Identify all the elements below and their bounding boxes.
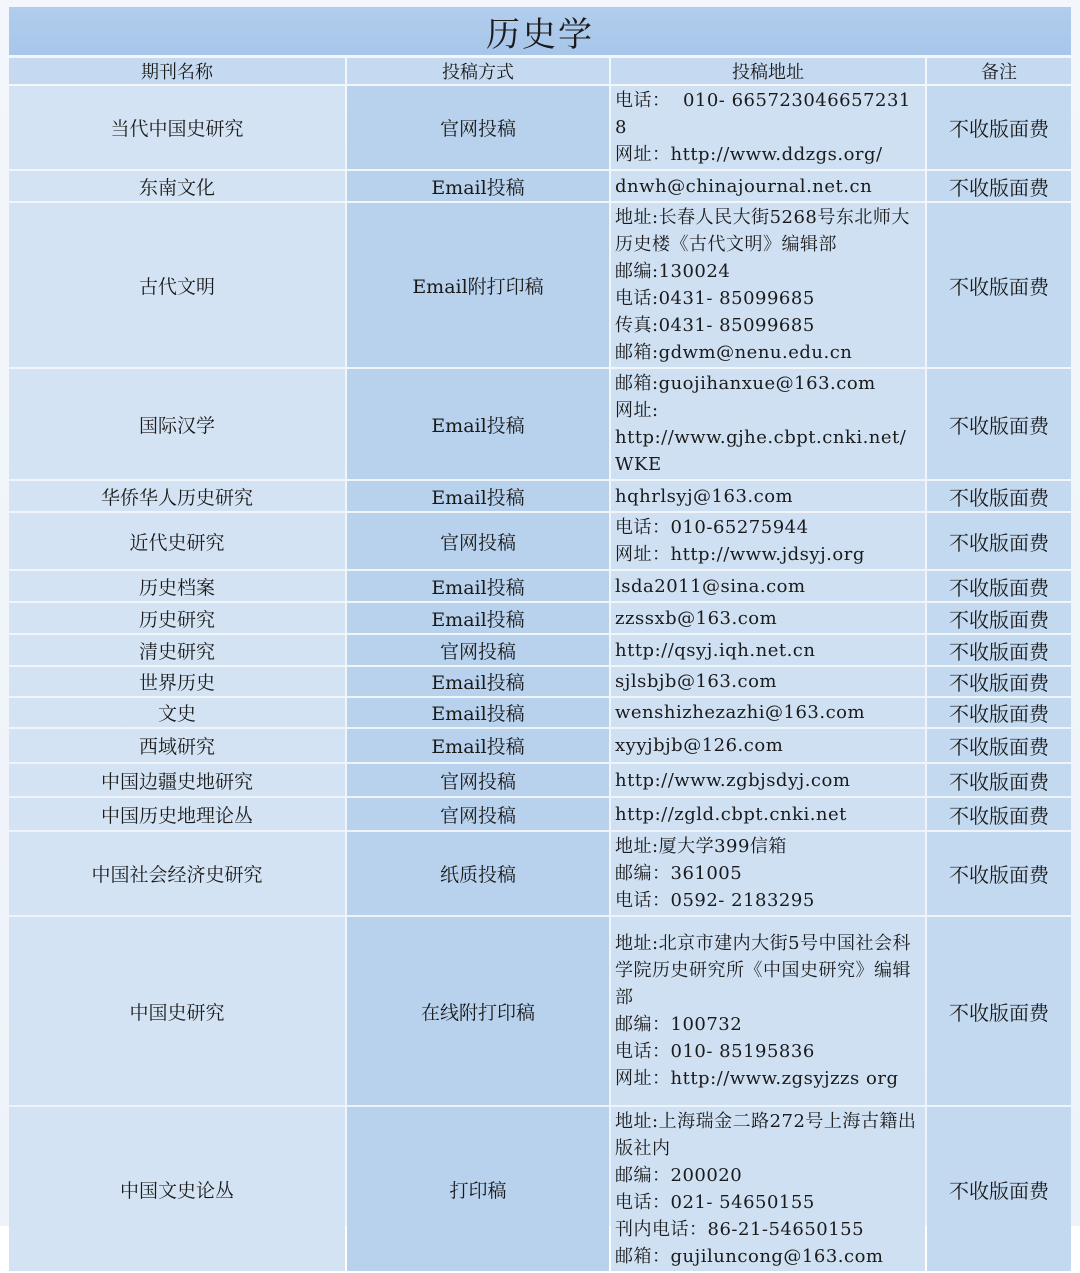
submission-address: [611, 798, 925, 830]
submission-address: [611, 667, 925, 696]
header-address: 投稿地址: [611, 58, 925, 84]
submission-address: [611, 1107, 925, 1271]
address-line: 地址:长春人民大街5268号东北师大历史楼《古代文明》编辑部: [615, 207, 910, 255]
table-row: [9, 369, 1071, 479]
journal-name: 中国史研究: [9, 917, 345, 1105]
submission-method: 官网投稿: [347, 86, 609, 169]
table-row: [9, 832, 1071, 915]
journal-name: 中国社会经济史研究: [9, 832, 345, 915]
submission-address: [611, 369, 925, 479]
address-line: 网址：http://www.jdsyj.org: [615, 544, 865, 565]
address-line: 电话：0592- 2183295: [615, 890, 815, 911]
header-note: 备注: [927, 58, 1071, 84]
submission-method: Email投稿: [347, 369, 609, 479]
journal-name: 国际汉学: [9, 369, 345, 479]
journal-name: 华侨华人历史研究: [9, 481, 345, 511]
submission-method: Email投稿: [347, 667, 609, 696]
address-line: 邮箱：gujiluncong@163.com: [615, 1246, 884, 1267]
header-row: [9, 58, 1071, 84]
address-line: 地址:厦大学399信箱: [615, 836, 787, 857]
submission-method: Email投稿: [347, 698, 609, 727]
table-row: [9, 698, 1071, 727]
table-row: [9, 917, 1071, 1105]
submission-address: [611, 764, 925, 796]
fee-note: 不收版面费: [927, 764, 1071, 796]
table-row: [9, 481, 1071, 511]
submission-method: Email投稿: [347, 481, 609, 511]
address-line: 网址：http://www.ddzgs.org/: [615, 144, 883, 165]
table-row: [9, 729, 1071, 762]
submission-method: Email投稿: [347, 171, 609, 201]
address-line: 邮编：361005: [615, 863, 743, 884]
submission-address: [611, 481, 925, 511]
fee-note: 不收版面费: [927, 86, 1071, 169]
table-row: [9, 171, 1071, 201]
fee-note: 不收版面费: [927, 698, 1071, 727]
address-line: 电话:0431- 85099685: [615, 288, 815, 309]
address-line: 邮编:130024: [615, 261, 731, 282]
address-line: 电话：021- 54650155: [615, 1192, 815, 1213]
submission-address: [611, 171, 925, 201]
table-row: [9, 571, 1071, 601]
address-line: 邮编：100732: [615, 1014, 743, 1035]
fee-note: 不收版面费: [927, 729, 1071, 762]
journal-name: 西域研究: [9, 729, 345, 762]
fee-note: 不收版面费: [927, 635, 1071, 665]
address-line: 刊内电话：86-21-54650155: [615, 1219, 865, 1240]
address-line: 地址:北京市建内大街5号中国社会科学院历史研究所《中国史研究》编辑部: [615, 933, 912, 1008]
address-line: 地址:上海瑞金二路272号上海古籍出版社内: [615, 1111, 917, 1159]
table-body: [9, 86, 1071, 1271]
address-line: 电话：010-65275944: [615, 517, 809, 538]
address-line: hqhrlsyj@163.com: [615, 485, 794, 507]
address-line: http://www.zgbjsdyj.com: [615, 769, 851, 791]
fee-note: 不收版面费: [927, 798, 1071, 830]
submission-address: [611, 203, 925, 367]
submission-method: 纸质投稿: [347, 832, 609, 915]
address-line: 电话：010- 85195836: [615, 1041, 815, 1062]
submission-address: [611, 86, 925, 169]
fee-note: 不收版面费: [927, 603, 1071, 633]
submission-address: [611, 571, 925, 601]
journal-name: 历史研究: [9, 603, 345, 633]
submission-method: Email附打印稿: [347, 203, 609, 367]
address-line: wenshizhezazhi@163.com: [615, 702, 866, 723]
address-line: 网址：http://www.zgsyjzzs org: [615, 1068, 899, 1089]
header-method: 投稿方式: [347, 58, 609, 84]
submission-method: Email投稿: [347, 603, 609, 633]
table-row: [9, 667, 1071, 696]
address-line: xyyjbjb@126.com: [615, 735, 784, 756]
address-line: http://www.gjhe.cbpt.cnki.net/WKE: [615, 427, 907, 475]
address-line: zzssxb@163.com: [615, 607, 778, 629]
submission-method: 打印稿: [347, 1107, 609, 1271]
submission-address: [611, 635, 925, 665]
table-row: [9, 513, 1071, 569]
table-row: [9, 1107, 1071, 1271]
submission-address: [611, 729, 925, 762]
journal-name: 东南文化: [9, 171, 345, 201]
submission-method: 官网投稿: [347, 635, 609, 665]
journal-name: 世界历史: [9, 667, 345, 696]
address-line: dnwh@chinajournal.net.cn: [615, 175, 873, 197]
journal-table: [7, 56, 1073, 1273]
fee-note: 不收版面费: [927, 917, 1071, 1105]
table-row: [9, 603, 1071, 633]
table-row: [9, 764, 1071, 796]
fee-note: 不收版面费: [927, 513, 1071, 569]
address-line: 邮编：200020: [615, 1165, 743, 1186]
submission-method: Email投稿: [347, 729, 609, 762]
address-line: 电话： 010- 6657230466572318: [615, 90, 911, 138]
address-line: 网址:: [615, 400, 659, 421]
address-line: http://zgld.cbpt.cnki.net: [615, 803, 847, 825]
fee-note: 不收版面费: [927, 369, 1071, 479]
fee-note: 不收版面费: [927, 481, 1071, 511]
submission-address: [611, 698, 925, 727]
journal-name: 历史档案: [9, 571, 345, 601]
submission-method: 在线附打印稿: [347, 917, 609, 1105]
table-row: [9, 635, 1071, 665]
journal-name: 中国文史论丛: [9, 1107, 345, 1271]
submission-address: [611, 513, 925, 569]
submission-method: 官网投稿: [347, 513, 609, 569]
journal-name: 文史: [9, 698, 345, 727]
table-row: [9, 86, 1071, 169]
journal-name: 古代文明: [9, 203, 345, 367]
table-row: [9, 798, 1071, 830]
submission-address: [611, 603, 925, 633]
submission-method: 官网投稿: [347, 798, 609, 830]
submission-method: Email投稿: [347, 571, 609, 601]
address-line: 邮箱:gdwm@nenu.edu.cn: [615, 342, 853, 363]
header-name: 期刊名称: [9, 58, 345, 84]
journal-name: 中国边疆史地研究: [9, 764, 345, 796]
fee-note: 不收版面费: [927, 1107, 1071, 1271]
address-line: sjlsbjb@163.com: [615, 671, 778, 692]
journal-name: 当代中国史研究: [9, 86, 345, 169]
submission-address: [611, 832, 925, 915]
table-row: [9, 203, 1071, 367]
fee-note: 不收版面费: [927, 667, 1071, 696]
fee-note: 不收版面费: [927, 203, 1071, 367]
address-line: 传真:0431- 85099685: [615, 315, 815, 336]
fee-note: 不收版面费: [927, 171, 1071, 201]
fee-note: 不收版面费: [927, 571, 1071, 601]
address-line: lsda2011@sina.com: [615, 575, 806, 597]
journal-name: 中国历史地理论丛: [9, 798, 345, 830]
journal-name: 近代史研究: [9, 513, 345, 569]
fee-note: 不收版面费: [927, 832, 1071, 915]
address-line: http://qsyj.iqh.net.cn: [615, 639, 816, 661]
submission-method: 官网投稿: [347, 764, 609, 796]
submission-address: [611, 917, 925, 1105]
address-line: 邮箱:guojihanxue@163.com: [615, 373, 876, 394]
sheet-title: 历史学: [9, 7, 1071, 55]
journal-name: 清史研究: [9, 635, 345, 665]
